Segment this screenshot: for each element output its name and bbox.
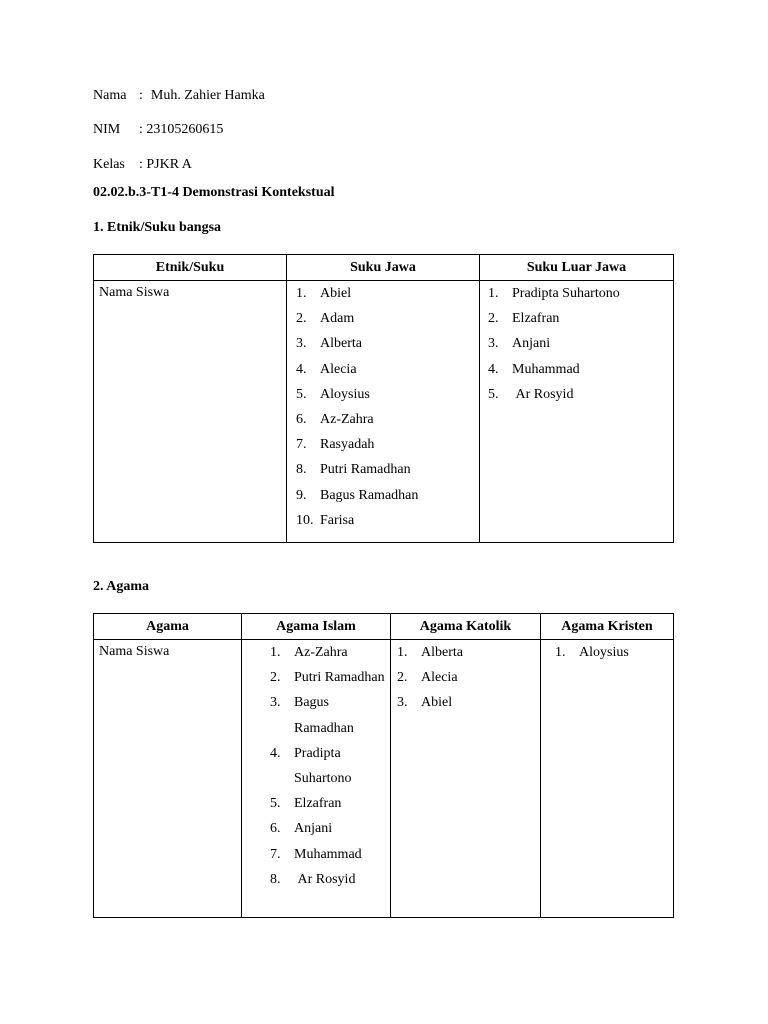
etnik-header-suku-luar-jawa: Suku Luar Jawa <box>480 255 674 281</box>
list-item-name: Bagus Ramadhan <box>320 487 419 503</box>
list-item-number: 2. <box>296 311 307 327</box>
list-item-name: Bagus Ramadhan <box>294 695 354 736</box>
list-item-name: Alberta <box>320 336 362 352</box>
agama-header-kristen: Agama Kristen <box>541 614 674 640</box>
nama-separator: : <box>139 88 143 103</box>
list-item <box>488 281 673 306</box>
kelas-label: Kelas <box>93 157 125 172</box>
list-item-number: 8. <box>270 871 281 887</box>
list-item-number: 9. <box>296 487 307 503</box>
list-item-number: 4. <box>270 745 281 761</box>
list-item-name: Az-Zahra <box>294 645 348 660</box>
nim-label: NIM <box>93 122 121 137</box>
list-item <box>270 867 390 892</box>
list-item <box>270 665 390 690</box>
list-item-number: 5. <box>270 796 281 812</box>
islam-cell <box>242 640 391 918</box>
list-item <box>270 791 390 816</box>
list-item-name: Elzafran <box>294 796 342 812</box>
list-item <box>270 640 390 665</box>
list-item-number: 1. <box>488 286 499 301</box>
list-item-name: Pradipta Suhartono <box>294 745 352 787</box>
list-item <box>397 640 540 665</box>
list-item-name: Anjani <box>294 821 333 837</box>
islam-list <box>270 640 390 892</box>
etnik-table-row <box>94 281 674 543</box>
list-item-number: 3. <box>397 695 408 711</box>
list-item-number: 5. <box>488 386 499 402</box>
list-item-name: Anjani <box>512 336 551 352</box>
list-item-number: 2. <box>397 670 408 686</box>
list-item-number: 3. <box>296 336 307 352</box>
list-item-number: 6. <box>296 412 307 428</box>
agama-header-katolik: Agama Katolik <box>391 614 541 640</box>
list-item <box>397 690 540 715</box>
agama-table <box>93 613 674 918</box>
nim-line <box>93 122 223 138</box>
list-item <box>488 306 673 331</box>
list-item-number: 7. <box>270 846 281 862</box>
kristen-cell <box>541 640 674 918</box>
list-item <box>296 432 479 457</box>
list-item-name: Alecia <box>320 361 357 377</box>
nim-value: : 23105260615 <box>139 122 224 137</box>
list-item-number: 3. <box>488 336 499 352</box>
agama-header-islam: Agama Islam <box>242 614 391 640</box>
list-item <box>270 690 390 740</box>
list-item <box>296 508 479 533</box>
suku-luar-jawa-cell <box>480 281 674 543</box>
list-item-name: Putri Ramadhan <box>294 670 385 686</box>
list-item-number: 1. <box>555 645 566 660</box>
list-item <box>397 665 540 690</box>
list-item-name: Abiel <box>320 286 352 301</box>
agama-row-label <box>94 640 242 918</box>
list-item-name: Ar Rosyid <box>512 386 574 402</box>
list-item-number: 1. <box>397 645 408 660</box>
nama-line <box>93 88 265 104</box>
list-item-name: Alecia <box>421 670 458 686</box>
list-item-name: Farisa <box>320 512 355 528</box>
list-item-number: 8. <box>296 462 307 478</box>
list-item-name: Ar Rosyid <box>294 871 356 887</box>
etnik-header-suku-jawa: Suku Jawa <box>287 255 480 281</box>
list-item-name: Pradipta Suhartono <box>512 286 620 301</box>
list-item-name: Aloysius <box>579 645 629 660</box>
list-item <box>270 842 390 867</box>
etnik-row-label <box>94 281 287 543</box>
list-item <box>296 306 479 331</box>
list-item-name: Aloysius <box>320 386 370 402</box>
list-item-number: 2. <box>270 670 281 686</box>
etnik-table <box>93 254 674 543</box>
list-item <box>270 741 390 791</box>
nama-label: Nama <box>93 88 127 103</box>
document-title: 02.02.b.3-T1-4 Demonstrasi Kontekstual <box>93 185 335 200</box>
suku-jawa-cell <box>287 281 480 543</box>
agama-header-agama: Agama <box>94 614 242 640</box>
etnik-table-header-row <box>94 255 674 281</box>
list-item <box>296 382 479 407</box>
suku-jawa-list <box>296 281 479 533</box>
list-item <box>296 331 479 356</box>
kristen-list <box>555 640 673 665</box>
agama-table-header-row <box>94 614 674 640</box>
etnik-row-label-text: Nama Siswa <box>99 285 170 300</box>
list-item-number: 4. <box>296 361 307 377</box>
katolik-cell <box>391 640 541 918</box>
list-item <box>296 407 479 432</box>
list-item <box>555 640 673 665</box>
list-item-name: Alberta <box>421 645 463 660</box>
list-item <box>296 357 479 382</box>
list-item <box>488 331 673 356</box>
list-item <box>270 816 390 841</box>
list-item-name: Muhammad <box>294 846 362 862</box>
section1-heading: 1. Etnik/Suku bangsa <box>93 220 222 235</box>
list-item-number: 10. <box>296 512 314 528</box>
list-item-name: Muhammad <box>512 361 580 377</box>
kelas-line <box>93 157 192 173</box>
agama-table-row <box>94 640 674 918</box>
list-item <box>296 281 479 306</box>
list-item-name: Elzafran <box>512 311 560 327</box>
list-item-number: 7. <box>296 437 307 453</box>
list-item <box>296 457 479 482</box>
list-item-number: 6. <box>270 821 281 837</box>
list-item-number: 1. <box>270 645 281 660</box>
kelas-value: : PJKR A <box>139 157 192 172</box>
list-item-name: Adam <box>320 311 355 327</box>
list-item-name: Az-Zahra <box>320 412 374 428</box>
list-item-number: 2. <box>488 311 499 327</box>
nama-value: Muh. Zahier Hamka <box>150 88 265 103</box>
katolik-list <box>397 640 540 716</box>
list-item-name: Abiel <box>421 695 453 711</box>
suku-luar-jawa-list <box>488 281 673 407</box>
agama-row-label-text: Nama Siswa <box>99 644 170 659</box>
list-item-name: Rasyadah <box>320 437 375 453</box>
list-item <box>488 357 673 382</box>
etnik-header-etnik: Etnik/Suku <box>94 255 287 281</box>
list-item <box>296 483 479 508</box>
list-item <box>488 382 673 407</box>
section2-heading: 2. Agama <box>93 579 149 594</box>
list-item-number: 1. <box>296 286 307 301</box>
list-item-number: 5. <box>296 386 307 402</box>
list-item-number: 3. <box>270 695 281 711</box>
list-item-number: 4. <box>488 361 499 377</box>
list-item-name: Putri Ramadhan <box>320 462 411 478</box>
